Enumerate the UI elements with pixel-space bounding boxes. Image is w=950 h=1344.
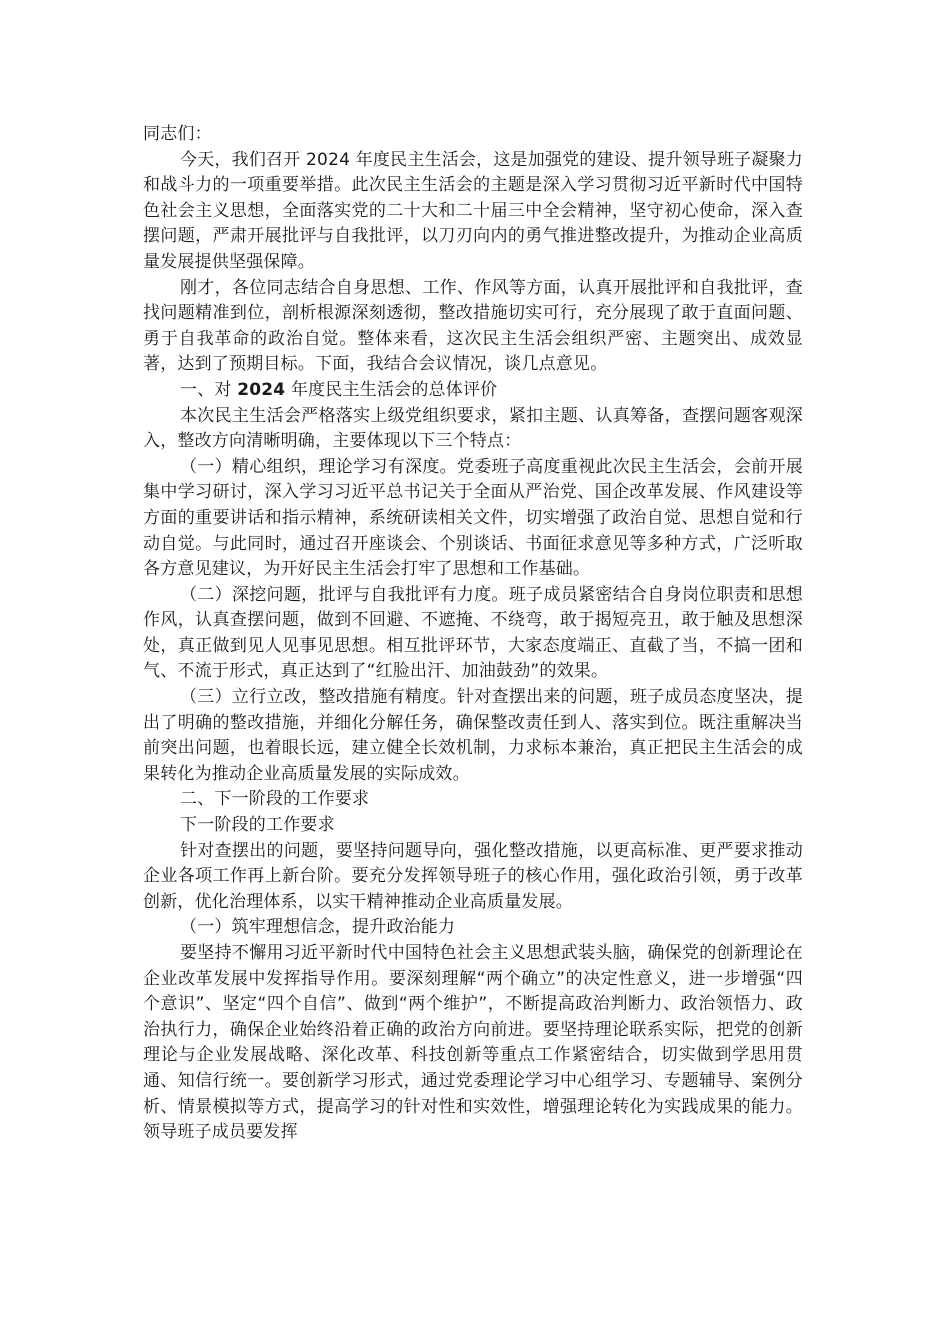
paragraph-point-2: （二）深挖问题，批评与自我批评有力度。班子成员紧密结合自身岗位职责和思想作风，认真查摆问题，做到不回避、不遮掩、不绕弯，敢于揭短亮丑，敢于触及思想深处，真正做到见人见事见思想。相互批评环节，大家态度端正、直截了当，不搞一团和气、不流于形式，真正达到了“红脸出汗、加油鼓劲”的效果。 (143, 584, 803, 682)
paragraph-ideals: 要坚持不懈用习近平新时代中国特色社会主义思想武装头脑，确保党的创新理论在企业改革发展中发挥指导作用。要深刻理解“两个确立”的决定性意义，进一步增强“四个意识”、坚定“四个自信”、做到“两个维护”，不断提高政治判断力、政治领悟力、政治执行力，确保企业始终沿着正确的政治方向前进。要坚持理论联系实际，把党的创新理论与企业发展战略、深化改革、科技创新等重点工作紧密结合，切实做到学思用贯通、知信行统一。要创新学习形式，通过党委理论学习中心组学习、专题辅导、案例分析、情景模拟等方式，提高学习的针对性和实效性，增强理论转化为实践成果的能力。领导班子成员要发挥 (143, 943, 803, 1143)
paragraph-summary: 刚才，各位同志结合自身思想、工作、作风等方面，认真开展批评和自我批评，查找问题精准到位，剖析根源深刻透彻，整改措施切实可行，充分展现了敢于直面问题、勇于自我革命的政治自觉。整体来看，这次民主生活会组织严密、主题突出、成效显著，达到了预期目标。下面，我结合会议情况，谈几点意见。 (143, 277, 803, 375)
heading-section-1-prefix: 一、对 (180, 379, 238, 400)
paragraph-requirements: 针对查摆出的问题，要坚持问题导向，强化整改措施，以更高标准、更严要求推动企业各项工作再上新台阶。要充分发挥领导班子的核心作用，强化政治引领，勇于改革创新，优化治理体系，以实干精神推动企业高质量发展。 (143, 840, 803, 912)
paragraph-point-3: （三）立行立改，整改措施有精度。针对查摆出来的问题，班子成员态度坚决，提出了明确的整改措施，并细化分解任务，确保整改责任到人、落实到位。既注重解决当前突出问题，也着眼长远，建立健全长效机制，力求标本兼治，真正把民主生活会的成果转化为推动企业高质量发展的实际成效。 (143, 687, 803, 784)
document-body (143, 122, 803, 1146)
heading-section-2-repeat: 下一阶段的工作要求 (180, 815, 335, 836)
paragraph-overview: 本次民主生活会严格落实上级党组织要求，紧扣主题、认真筹备，查摆问题客观深入，整改方向清晰明确，主要体现以下三个特点： (143, 405, 803, 452)
paragraph-point-1: （一）精心组织，理论学习有深度。党委班子高度重视此次民主生活会，会前开展集中学习研讨，深入学习习近平总书记关于全面从严治党、国企改革发展、作风建设等方面的重要讲话和指示精神，系统研读相关文件，切实增强了政治自觉、思想自觉和行动自觉。与此同时，通过召开座谈会、个别谈话、书面征求意见等多种方式，广泛听取各方意见建议，为开好民主生活会打牢了思想和工作基础。 (143, 456, 803, 580)
salutation: 同志们： (143, 124, 212, 144)
heading-section-1 (143, 378, 803, 404)
heading-section-1-year: 2024 (237, 379, 286, 400)
heading-section-2: 二、下一阶段的工作要求 (180, 789, 370, 810)
heading-section-1-suffix: 年度民主生活会的总体评价 (285, 379, 498, 400)
heading-subsection-1: （一）筑牢理想信念，提升政治能力 (180, 917, 456, 938)
paragraph-intro: 今天，我们召开 2024 年度民主生活会，这是加强党的建设、提升领导班子凝聚力和战斗力的一项重要举措。此次民主生活会的主题是深入学习贯彻习近平新时代中国特色社会主义思想，全面落实党的二十大和二十届三中全会精神，坚守初心使命，深入查摆问题，严肃开展批评与自我批评，以刀刃向内的勇气推进整改提升，为推动企业高质量发展提供坚强保障。 (143, 149, 803, 272)
